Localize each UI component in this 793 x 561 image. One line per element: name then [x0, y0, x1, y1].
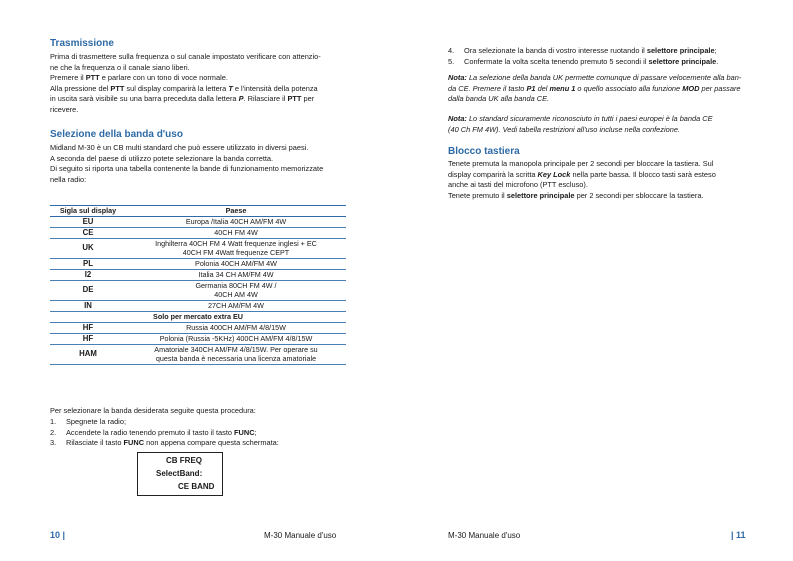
- display-line-2: SelectBand:: [156, 469, 203, 478]
- selezione-text: [50, 143, 350, 185]
- text-line: nella radio:: [50, 174, 87, 184]
- note-ce-standard: Nota: Lo standard sicuramente riconosciuto in tutti i paesi europei è la banda CE (40 Ch FM 4W). Vedi tabella restrizioni all'uso incluse nella confezione.: [448, 114, 713, 134]
- page-number-right: | 11: [731, 530, 746, 540]
- procedure-steps-continued: [448, 46, 748, 67]
- text-line: Alla pressione del PTT sul display comparirà la lettera T e l'intensità della potenza: [50, 83, 318, 93]
- table-subheader: Solo per mercato extra EU: [50, 312, 346, 323]
- trasmissione-text: [50, 52, 350, 116]
- procedure-steps: [50, 417, 350, 449]
- table-row: EU Europa /Italia 40CH AM/FM 4W: [50, 217, 346, 228]
- table-row: PL Polonia 40CH AM/FM 4W: [50, 259, 346, 270]
- text-line: Tenete premuta la manopola principale per 2 secondi per bloccare la tastiera. Sul: [448, 159, 714, 168]
- note-uk-band: Nota: La selezione della banda UK permette comunque di passare velocemente alla ban- da CE. Premere il tasto P1 del menu 1 o quello associato alla funzione MOD per passare dalla banda UK alla banda CE.: [448, 73, 742, 104]
- table-row: I2 Italia 34 CH AM/FM 4W: [50, 270, 346, 281]
- section-title-selezione: Selezione della banda d'uso: [50, 129, 183, 140]
- section-title-trasmissione: Trasmissione: [50, 38, 114, 49]
- footer-right: M-30 Manuale d'uso: [448, 531, 521, 540]
- text-line: ne che la frequenza o il canale siano liberi.: [50, 62, 190, 72]
- text-line: A seconda del paese di utilizzo potete selezionare la banda corretta.: [50, 153, 274, 163]
- text-line: anche ai tasti del microfono (PTT escluso).: [448, 180, 588, 190]
- col-header-country: Paese: [126, 206, 346, 217]
- list-item: 2. Accendete la radio tenendo premuto il tasto il tasto FUNC;: [50, 427, 257, 437]
- list-item: 3. Rilasciate il tasto FUNC non appena compare questa schermata:: [50, 438, 279, 448]
- procedure-intro: Per selezionare la banda desiderata seguite questa procedura:: [50, 406, 256, 415]
- table-row: IN 27CH AM/FM 4W: [50, 301, 346, 312]
- text-line: display comparirà la scritta Key Lock nella parte bassa. Il blocco tasti sarà esteso: [448, 169, 716, 179]
- table-row: HF Polonia (Russia -5KHz) 400CH AM/FM 4/8/15W: [50, 334, 346, 345]
- display-line-1: CB FREQ: [166, 456, 202, 465]
- text-line: Premere il PTT e parlare con un tono di voce normale.: [50, 73, 228, 83]
- table-row: HAM Amatoriale 340CH AM/FM 4/8/15W. Per operare su questa banda è necessaria una licenza amatoriale: [50, 345, 346, 365]
- text-line: Di seguito si riporta una tabella contenente la bande di funzionamento memorizzate: [50, 164, 324, 174]
- table-row: HF Russia 400CH AM/FM 4/8/15W: [50, 323, 346, 334]
- text-line: Midland M-30 è un CB multi standard che può essere utilizzato in diversi paesi.: [50, 143, 309, 152]
- band-table: [50, 205, 346, 365]
- table-row: UK Inghilterra 40CH FM 4 Watt frequenze inglesi + EC 40CH FM 4Watt frequenze CEPT: [50, 239, 346, 259]
- text-line: ricevere.: [50, 104, 79, 114]
- text-line: in uscita sarà visibile su una barra preceduta dalla lettera P. Rilasciare il PTT per: [50, 94, 315, 104]
- list-item: 5. Confermate la volta scelta tenendo premuto 5 secondi il selettore principale.: [448, 56, 719, 66]
- radio-display-box: [137, 452, 223, 496]
- footer-left: M-30 Manuale d'uso: [264, 531, 337, 540]
- list-item: 4. Ora selezionate la banda di vostro interesse ruotando il selettore principale;: [448, 46, 717, 55]
- left-page: [0, 0, 396, 561]
- page-number-left: 10 |: [50, 530, 66, 540]
- list-item: 1. Spegnete la radio;: [50, 417, 126, 426]
- col-header-code: Sigla sul display: [50, 206, 126, 217]
- right-page: [396, 0, 793, 561]
- blocco-text: [448, 159, 748, 201]
- table-row: CE 40CH FM 4W: [50, 228, 346, 239]
- text-line: Tenete premuto il selettore principale per 2 secondi per sbloccare la tastiera.: [448, 190, 704, 200]
- display-line-3: CE BAND: [178, 482, 215, 491]
- table-row: DE Germania 80CH FM 4W / 40CH AM 4W: [50, 281, 346, 301]
- section-title-blocco: Blocco tastiera: [448, 146, 520, 157]
- text-line: Prima di trasmettere sulla frequenza o sul canale impostato verificare con attenzio-: [50, 52, 321, 61]
